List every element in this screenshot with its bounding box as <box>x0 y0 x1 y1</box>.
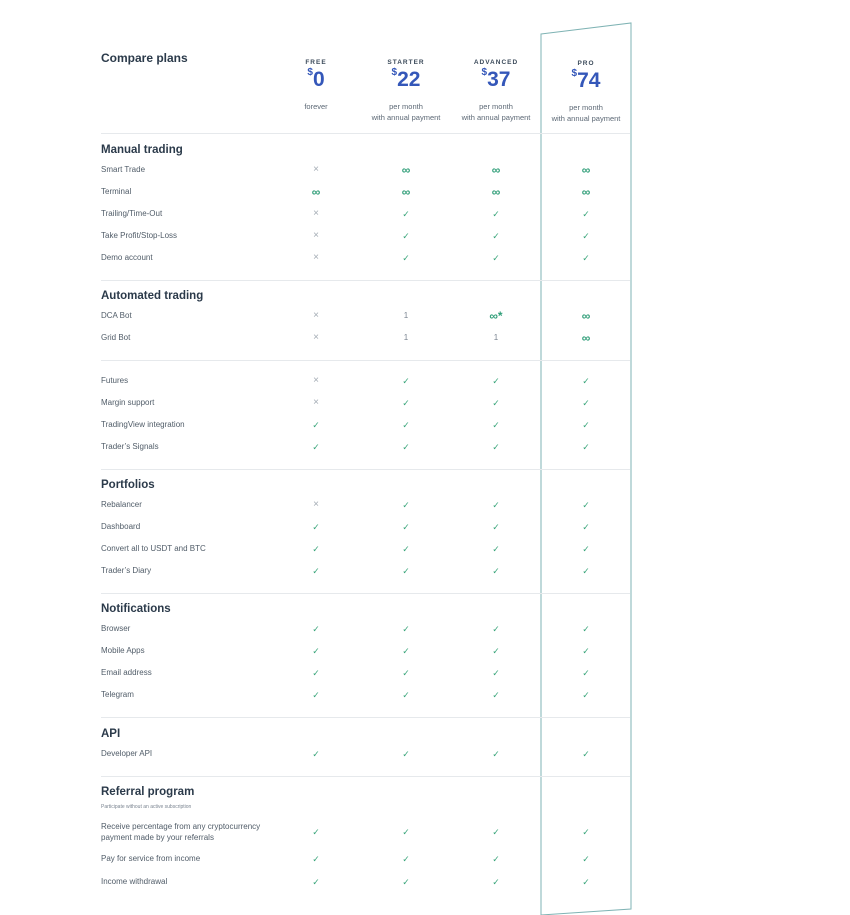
section-title-manual-trading: Manual trading <box>101 144 183 156</box>
check-icon: ✓ <box>492 646 500 656</box>
cross-icon: × <box>313 499 319 510</box>
section-divider <box>101 593 630 594</box>
check-icon: ✓ <box>402 646 410 656</box>
page-title: Compare plans <box>101 51 188 65</box>
check-icon: ✓ <box>492 253 500 263</box>
row-label-developer-api: Developer API <box>101 749 153 758</box>
check-icon: ✓ <box>582 668 590 678</box>
plan-period: with annual payment <box>551 114 621 123</box>
price-amount: 22 <box>397 68 421 91</box>
check-icon: ✓ <box>492 522 500 532</box>
check-icon: ✓ <box>402 690 410 700</box>
check-icon: ✓ <box>492 668 500 678</box>
cross-icon: × <box>313 230 319 241</box>
row-label-line: payment made by your referrals <box>101 833 214 842</box>
check-icon: ✓ <box>402 253 410 263</box>
row-label-income-withdrawal: Income withdrawal <box>101 877 168 886</box>
row-label-dca-bot: DCA Bot <box>101 311 132 320</box>
check-icon: ✓ <box>582 646 590 656</box>
plan-price-pro <box>531 70 641 91</box>
infinity-icon: ∞ <box>581 185 591 199</box>
check-icon: ✓ <box>402 544 410 554</box>
check-icon: ✓ <box>402 854 410 864</box>
row-label-mobile-apps: Mobile Apps <box>101 646 145 655</box>
check-icon: ✓ <box>582 566 590 576</box>
limit-value: 1 <box>493 333 499 342</box>
check-icon: ✓ <box>312 749 320 759</box>
section-divider <box>101 717 630 718</box>
check-icon: ✓ <box>492 209 500 219</box>
cross-icon: × <box>313 164 319 175</box>
section-subtitle: Participate without an active subscription <box>101 804 192 810</box>
check-icon: ✓ <box>402 398 410 408</box>
check-icon: ✓ <box>582 231 590 241</box>
row-label-trader-s-signals: Trader’s Signals <box>101 442 159 451</box>
infinity-icon: ∞ <box>401 163 411 177</box>
infinity-icon: ∞* <box>489 309 503 323</box>
currency-symbol: $ <box>571 68 578 79</box>
check-icon: ✓ <box>312 544 320 554</box>
check-icon: ✓ <box>492 420 500 430</box>
check-icon: ✓ <box>402 624 410 634</box>
check-icon: ✓ <box>582 827 590 837</box>
section-divider <box>101 133 630 134</box>
check-icon: ✓ <box>492 566 500 576</box>
cross-icon: × <box>313 332 319 343</box>
plan-period: forever <box>304 102 328 111</box>
check-icon: ✓ <box>312 624 320 634</box>
check-icon: ✓ <box>402 231 410 241</box>
check-icon: ✓ <box>402 420 410 430</box>
plan-period: with annual payment <box>371 113 441 122</box>
plan-name-starter: STARTER <box>387 59 425 66</box>
check-icon: ✓ <box>402 668 410 678</box>
check-icon: ✓ <box>492 231 500 241</box>
row-label-dashboard: Dashboard <box>101 522 141 531</box>
limit-value: 1 <box>403 333 409 342</box>
check-icon: ✓ <box>402 566 410 576</box>
row-label-pay-for-service-from-income: Pay for service from income <box>101 854 201 863</box>
check-icon: ✓ <box>402 500 410 510</box>
check-icon: ✓ <box>582 544 590 554</box>
check-icon: ✓ <box>582 398 590 408</box>
check-icon: ✓ <box>492 376 500 386</box>
plan-period: per month <box>389 102 423 111</box>
check-icon: ✓ <box>582 854 590 864</box>
row-label-browser: Browser <box>101 624 131 633</box>
cross-icon: × <box>313 397 319 408</box>
check-icon: ✓ <box>312 668 320 678</box>
row-label-convert-all-to-usdt-and-btc: Convert all to USDT and BTC <box>101 544 206 553</box>
currency-symbol: $ <box>391 67 398 78</box>
check-icon: ✓ <box>402 442 410 452</box>
row-label-rebalancer: Rebalancer <box>101 500 142 509</box>
infinity-icon: ∞ <box>491 163 501 177</box>
infinity-icon: ∞ <box>401 185 411 199</box>
plan-period: with annual payment <box>461 113 531 122</box>
section-divider <box>101 469 630 470</box>
currency-symbol: $ <box>307 67 313 78</box>
infinity-icon: ∞ <box>581 331 591 345</box>
section-title-referral-program: Referral program <box>101 786 195 798</box>
row-label-margin-support: Margin support <box>101 398 155 407</box>
section-title-automated-trading: Automated trading <box>101 290 204 302</box>
check-icon: ✓ <box>492 544 500 554</box>
check-icon: ✓ <box>312 566 320 576</box>
row-label-terminal: Terminal <box>101 187 132 196</box>
check-icon: ✓ <box>582 420 590 430</box>
check-icon: ✓ <box>582 522 590 532</box>
price-amount: 74 <box>577 69 601 92</box>
infinity-icon: ∞ <box>581 163 591 177</box>
price-amount: 0 <box>312 68 325 91</box>
row-label-line: Receive percentage from any cryptocurrency <box>101 822 261 831</box>
check-icon: ✓ <box>312 442 320 452</box>
check-icon: ✓ <box>402 877 410 887</box>
section-title-notifications: Notifications <box>101 603 171 615</box>
check-icon: ✓ <box>312 877 320 887</box>
check-icon: ✓ <box>312 690 320 700</box>
check-icon: ✓ <box>492 500 500 510</box>
price-amount: 37 <box>487 68 511 91</box>
check-icon: ✓ <box>312 854 320 864</box>
infinity-icon: ∞ <box>311 185 321 199</box>
check-icon: ✓ <box>492 442 500 452</box>
check-icon: ✓ <box>312 522 320 532</box>
check-icon: ✓ <box>582 253 590 263</box>
check-icon: ✓ <box>492 690 500 700</box>
check-icon: ✓ <box>402 522 410 532</box>
row-label-futures: Futures <box>101 376 129 385</box>
section-divider <box>101 280 630 281</box>
row-label-trader-s-diary: Trader’s Diary <box>101 566 152 575</box>
cross-icon: × <box>313 208 319 219</box>
check-icon: ✓ <box>582 442 590 452</box>
row-label-trailing-time-out: Trailing/Time-Out <box>101 209 163 218</box>
check-icon: ✓ <box>582 877 590 887</box>
cross-icon: × <box>313 375 319 386</box>
check-icon: ✓ <box>312 420 320 430</box>
section-divider <box>101 360 630 361</box>
limit-value: 1 <box>403 311 409 320</box>
row-label-telegram: Telegram <box>101 690 134 699</box>
cross-icon: × <box>313 310 319 321</box>
check-icon: ✓ <box>402 376 410 386</box>
row-label-take-profit-stop-loss: Take Profit/Stop-Loss <box>101 231 178 240</box>
plan-name-pro: PRO <box>577 60 595 67</box>
check-icon: ✓ <box>582 500 590 510</box>
infinity-icon: ∞ <box>491 185 501 199</box>
infinity-icon: ∞ <box>581 309 591 323</box>
check-icon: ✓ <box>312 646 320 656</box>
plan-name-free: FREE <box>305 59 327 66</box>
check-icon: ✓ <box>582 749 590 759</box>
section-divider <box>101 776 630 777</box>
currency-symbol: $ <box>481 67 488 78</box>
section-title-portfolios: Portfolios <box>101 479 155 491</box>
check-icon: ✓ <box>402 749 410 759</box>
check-icon: ✓ <box>492 749 500 759</box>
plan-period: per month <box>479 102 513 111</box>
check-icon: ✓ <box>402 209 410 219</box>
plan-name-advanced: ADVANCED <box>473 59 519 66</box>
check-icon: ✓ <box>582 376 590 386</box>
row-label-email-address: Email address <box>101 668 152 677</box>
check-icon: ✓ <box>492 827 500 837</box>
check-icon: ✓ <box>312 827 320 837</box>
check-icon: ✓ <box>492 854 500 864</box>
row-label-grid-bot: Grid Bot <box>101 333 131 342</box>
check-icon: ✓ <box>582 690 590 700</box>
check-icon: ✓ <box>492 624 500 634</box>
row-label-tradingview-integration: TradingView integration <box>101 420 185 429</box>
check-icon: ✓ <box>402 827 410 837</box>
row-label-smart-trade: Smart Trade <box>101 165 146 174</box>
check-icon: ✓ <box>492 398 500 408</box>
section-title-api: API <box>101 728 121 740</box>
check-icon: ✓ <box>582 624 590 634</box>
check-icon: ✓ <box>582 209 590 219</box>
check-icon: ✓ <box>492 877 500 887</box>
row-label-receive-percentage-from-any-cryptocurren <box>101 821 260 843</box>
plan-period: per month <box>569 103 603 112</box>
cross-icon: × <box>313 252 319 263</box>
row-label-demo-account: Demo account <box>101 253 153 262</box>
